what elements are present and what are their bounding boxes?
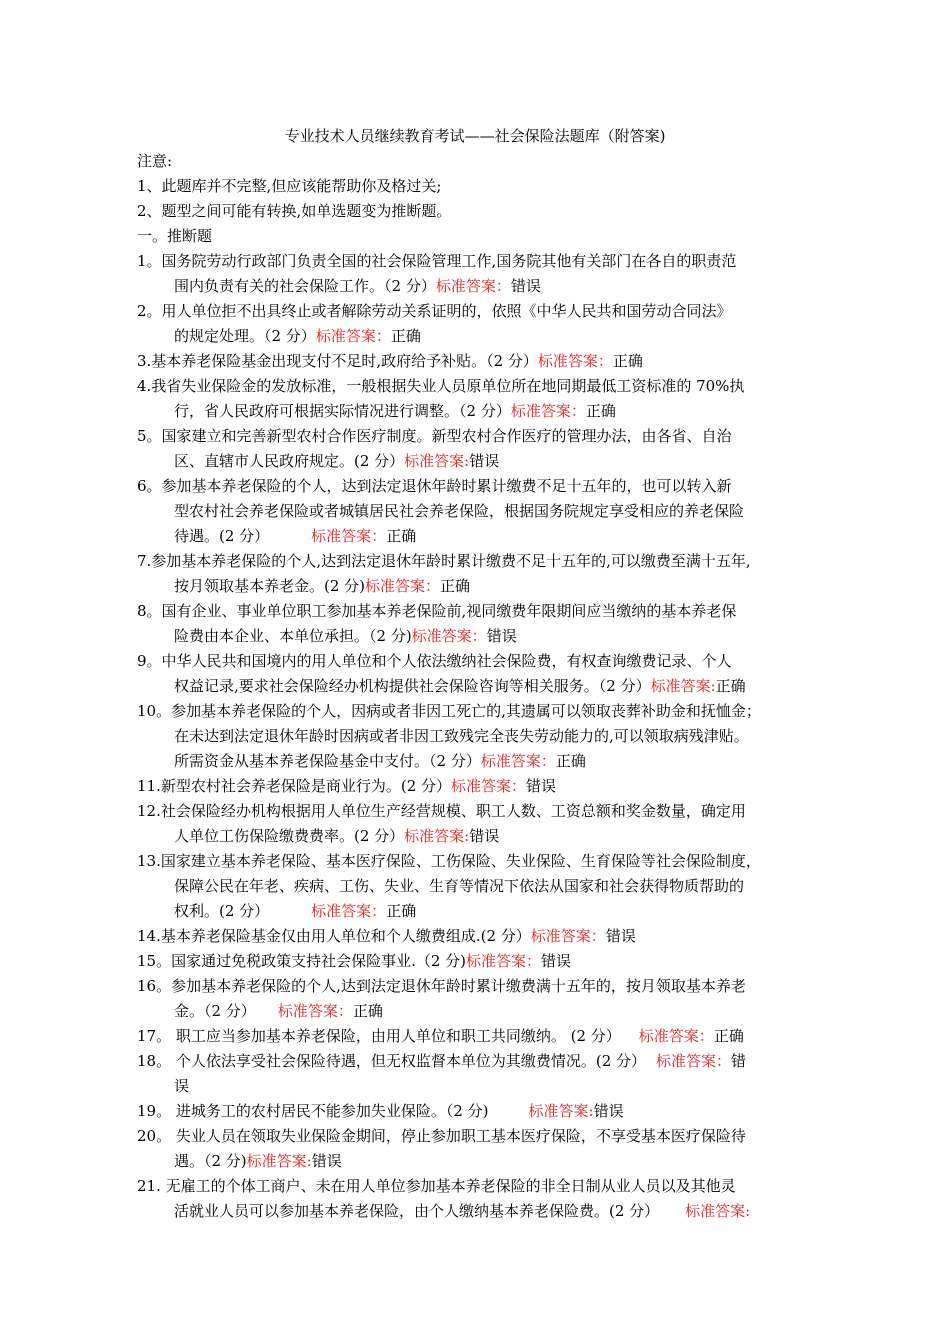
answer-label: 标准答案: xyxy=(404,827,470,845)
section-heading: 一。推断题 xyxy=(137,227,213,245)
answer-label: 标准答案： xyxy=(315,327,391,345)
question-text: 险费由本企业、本单位承担。（2 分) xyxy=(174,627,412,645)
answer-value-continued: 误 xyxy=(174,1077,190,1095)
answer-label: 标准答案： xyxy=(277,1002,353,1020)
question-item xyxy=(137,1124,817,1174)
question-text: 按月领取基本养老金。(2 分) xyxy=(174,577,366,595)
answer-value: 错误 xyxy=(541,952,572,970)
answer-label: 标准答案: xyxy=(528,1102,594,1120)
question-item xyxy=(137,1174,817,1224)
answer-value: 错误 xyxy=(526,777,557,795)
answer-value: 错误 xyxy=(469,452,500,470)
question-text: 11.新型农村社会养老保险是商业行为。(2 分） xyxy=(137,777,452,795)
question-text: 活就业人员可以参加基本养老保险，由个人缴纳基本养老保险费。(2 分） xyxy=(174,1202,660,1220)
question-item xyxy=(137,699,817,774)
answer-label: 标准答案： xyxy=(656,1052,732,1070)
question-text: 保障公民在年老、疾病、工伤、失业、生育等情况下依法从国家和社会获得物质帮助的 xyxy=(174,877,745,895)
answer-value: 错误 xyxy=(510,277,541,295)
question-item xyxy=(137,924,817,949)
answer-value: 正确 xyxy=(386,902,417,920)
question-text: 在未达到法定退休年龄时因病或者非因工致残完全丧失劳动能力的,可以领取病残津贴。 xyxy=(174,727,749,745)
question-text: 12.社会保险经办机构根据用人单位生产经营规模、职工人数、工资总额和奖金数量，确定用 xyxy=(137,802,746,820)
question-text: 21. 无雇工的个体工商户、未在用人单位参加基本养老保险的非全日制从业人员以及其他灵 xyxy=(137,1177,736,1195)
answer-label: 标准答案: xyxy=(650,677,716,695)
notes-heading: 注意: xyxy=(137,152,173,170)
question-item xyxy=(137,1099,817,1124)
question-item xyxy=(137,949,817,974)
question-text: 4.我省失业保险金的发放标准，一般根据失业人员原单位所在地同期最低工资标准的 70%执 xyxy=(137,377,745,395)
question-text: 8。国有企业、事业单位职工参加基本养老保险前,视同缴费年限期间应当缴纳的基本养老保 xyxy=(137,602,737,620)
question-text: 权益记录,要求社会保险经办机构提供社会保险咨询等相关服务。（2 分） xyxy=(174,677,651,695)
note-line: 1、此题库并不完整,但应该能帮助你及格过关; xyxy=(137,177,442,195)
answer-value: 正确 xyxy=(612,352,643,370)
question-text: 金。（2 分） xyxy=(174,1002,256,1020)
question-text: 9。中华人民共和国境内的用人单位和个人依法缴纳社会保险费，有权查询缴费记录、个人 xyxy=(137,652,732,670)
question-text: 19。 进城务工的农村居民不能参加失业保险。（2 分) xyxy=(137,1102,489,1120)
question-item xyxy=(137,599,817,649)
answer-label: 标准答案： xyxy=(466,952,542,970)
answer-value: 正确 xyxy=(585,402,616,420)
question-text: 10。参加基本养老保险的个人，因病或者非因工死亡的,其遗属可以领取丧葬补助金和抚恤金； xyxy=(137,702,761,720)
question-text: 区、直辖市人民政府规定。(2 分） xyxy=(174,452,405,470)
note-line: 2、题型之间可能有转换,如单选题变为推断题。 xyxy=(137,202,452,220)
answer-value: 正确 xyxy=(555,752,586,770)
question-text: 18。 个人依法享受社会保险待遇，但无权监督本单位为其缴费情况。(2 分） xyxy=(137,1052,647,1070)
question-text: 5。国家建立和完善新型农村合作医疗制度。新型农村合作医疗的管理办法，由各省、自治 xyxy=(137,427,732,445)
answer-value: 错 xyxy=(731,1052,747,1070)
question-text: 15。国家通过免税政策支持社会保险事业.（2 分) xyxy=(137,952,467,970)
answer-label: 标准答案： xyxy=(530,927,606,945)
answer-value: 正确 xyxy=(352,1002,383,1020)
answer-value: 正确 xyxy=(390,327,421,345)
question-item xyxy=(137,799,817,849)
answer-value: 正确 xyxy=(440,577,471,595)
document-title: 专业技术人员继续教育考试——社会保险法题库（附答案) xyxy=(284,127,666,145)
question-item xyxy=(137,424,817,474)
question-item xyxy=(137,974,817,1024)
question-text: 1。国务院劳动行政部门负责全国的社会保险管理工作,国务院其他有关部门在各自的职责范 xyxy=(137,252,737,270)
question-text: 2。用人单位拒不出具终止或者解除劳动关系证明的，依照《中华人民共和国劳动合同法》 xyxy=(137,302,732,320)
answer-label: 标准答案： xyxy=(411,627,487,645)
question-item xyxy=(137,249,817,299)
question-text: 14.基本养老保险基金仅由用人单位和个人缴费组成.(2 分） xyxy=(137,927,531,945)
question-text: 权利。(2 分） xyxy=(174,902,270,920)
question-item xyxy=(137,849,817,924)
answer-value: 错误 xyxy=(311,1152,342,1170)
question-item xyxy=(137,774,817,799)
question-text: 围内负责有关的社会保险工作。（2 分） xyxy=(174,277,436,295)
answer-label: 标准答案： xyxy=(435,277,511,295)
question-text: 13.国家建立基本养老保险、基本医疗保险、工伤保险、失业保险、生育保险等社会保险制度， xyxy=(137,852,761,870)
question-text: 6。参加基本养老保险的个人，达到法定退休年龄时累计缴费不足十五年的，也可以转入新 xyxy=(137,477,732,495)
answer-label: 标准答案： xyxy=(638,1027,714,1045)
question-text: 的规定处理。（2 分） xyxy=(174,327,316,345)
answer-value: 正确 xyxy=(715,677,746,695)
answer-label: 标准答案： xyxy=(537,352,613,370)
question-item xyxy=(137,474,817,549)
answer-value: 错误 xyxy=(605,927,636,945)
answer-label: 标准答案: xyxy=(246,1152,312,1170)
answer-value: 错误 xyxy=(469,827,500,845)
answer-label: 标准答案: xyxy=(404,452,470,470)
question-text: 人单位工伤保险缴费费率。(2 分） xyxy=(174,827,405,845)
answer-value: 错误 xyxy=(593,1102,624,1120)
answer-label: 标准答案： xyxy=(451,777,527,795)
answer-label: 标准答案： xyxy=(365,577,441,595)
question-text: 型农村社会养老保险或者城镇居民社会养老保险，根据国务院规定享受相应的养老保险 xyxy=(174,502,745,520)
question-text: 所需资金从基本养老保险基金中支付。（2 分） xyxy=(174,752,481,770)
question-text: 遇。（2 分) xyxy=(174,1152,247,1170)
question-text: 3.基本养老保险基金出现支付不足时,政府给予补贴。（2 分） xyxy=(137,352,538,370)
question-item xyxy=(137,299,817,349)
answer-label: 标准答案： xyxy=(510,402,586,420)
answer-value: 错误 xyxy=(486,627,517,645)
question-text: 16。参加基本养老保险的个人,达到法定退休年龄时累计缴费满十五年的，按月领取基本养老 xyxy=(137,977,746,995)
question-text: 行，省人民政府可根据实际情况进行调整。（2 分） xyxy=(174,402,511,420)
question-item xyxy=(137,549,817,599)
question-text: 20。 失业人员在领取失业保险金期间，停止参加职工基本医疗保险，不享受基本医疗保险待 xyxy=(137,1127,746,1145)
question-item xyxy=(137,349,817,374)
question-item xyxy=(137,374,817,424)
question-text: 待遇。(2 分） xyxy=(174,527,270,545)
answer-value: 正确 xyxy=(713,1027,744,1045)
question-item xyxy=(137,649,817,699)
answer-label: 标准答案: xyxy=(685,1202,751,1220)
answer-label: 标准答案： xyxy=(311,902,387,920)
question-item xyxy=(137,1049,817,1099)
answer-label: 标准答案： xyxy=(311,527,387,545)
answer-label: 标准答案： xyxy=(480,752,556,770)
question-text: 7.参加基本养老保险的个人,达到法定退休年龄时累计缴费不足十五年的,可以缴费至满十五年, xyxy=(137,552,751,570)
question-item xyxy=(137,1024,817,1049)
answer-value: 正确 xyxy=(386,527,417,545)
question-text: 17。 职工应当参加基本养老保险，由用人单位和职工共同缴纳。 (2 分） xyxy=(137,1027,621,1045)
